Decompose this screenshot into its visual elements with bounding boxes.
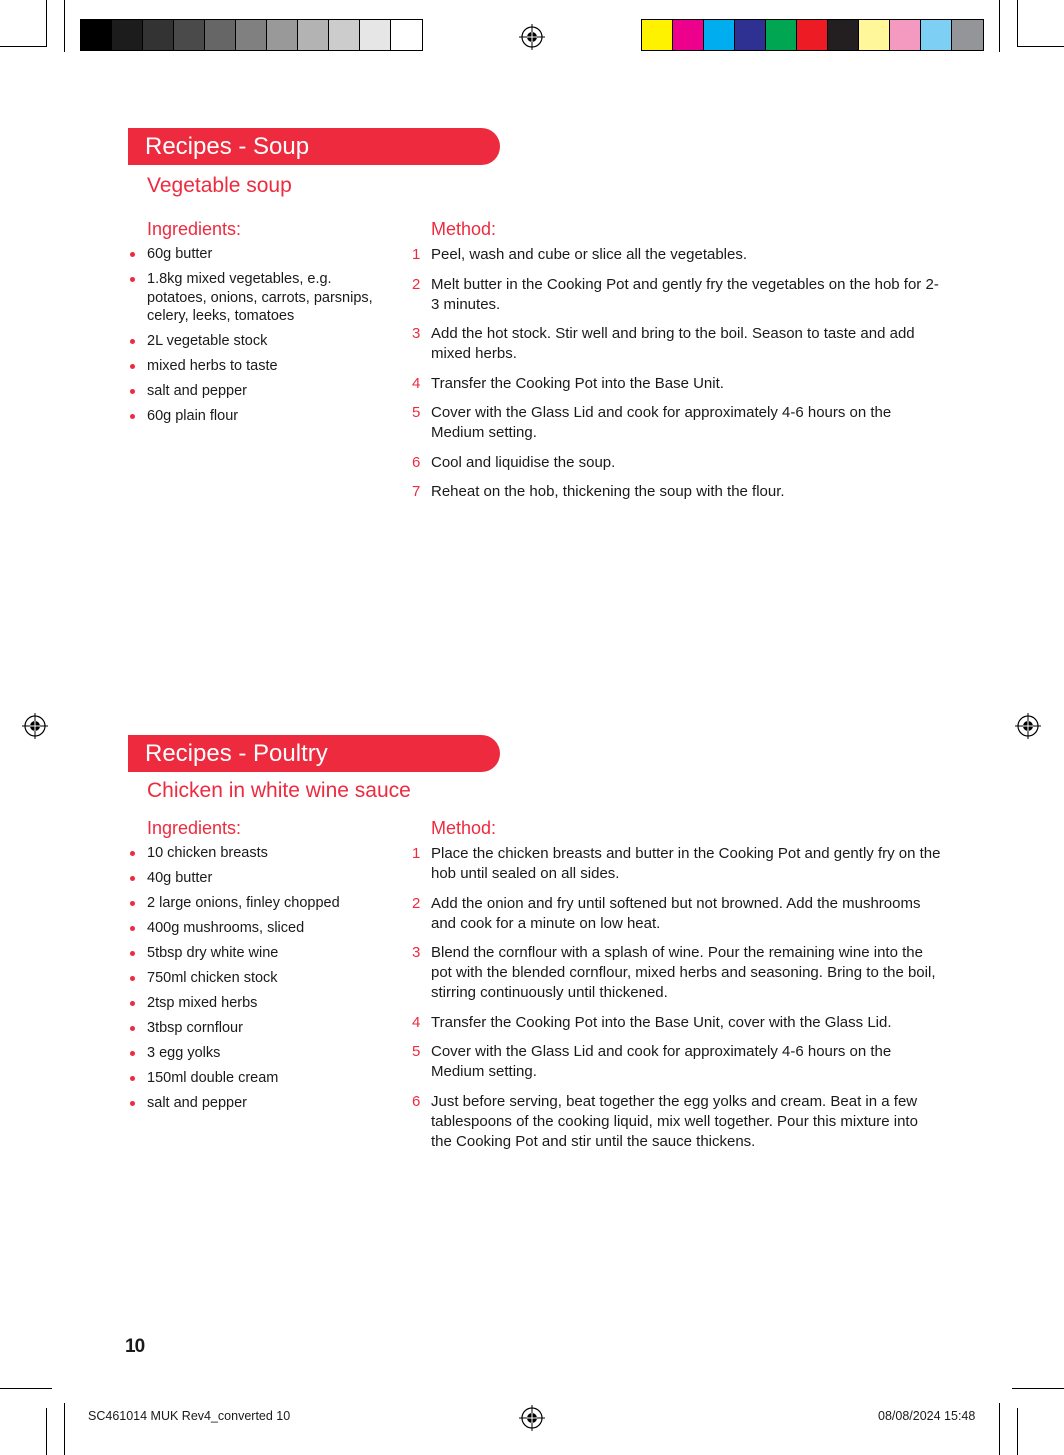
footer-file-info: SC461014 MUK Rev4_converted 10: [88, 1409, 291, 1423]
registration-mark-icon: [1015, 713, 1041, 739]
method-list: [412, 245, 941, 512]
step-text: Blend the cornflour with a splash of wine. Pour the remaining wine into the pot with the blended cornflour, mixed herbs and seasoning. Bring to the boil, stirring continuously until thickened.: [431, 944, 936, 1001]
ingredient-item: salt and pepper: [147, 382, 387, 401]
crop-mark: [46, 0, 47, 47]
section-banner-poultry: Recipes - Poultry: [128, 735, 500, 772]
ingredient-item: mixed herbs to taste: [147, 357, 387, 376]
ingredient-item: 60g plain flour: [147, 407, 387, 426]
ingredient-item: 400g mushrooms, sliced: [147, 919, 387, 938]
crop-mark: [0, 46, 47, 47]
footer-date-time: 08/08/2024 15:48: [878, 1409, 976, 1423]
crop-mark: [1012, 1388, 1064, 1389]
method-step: [412, 894, 941, 934]
page-number: 10: [125, 1336, 145, 1357]
method-step: [412, 403, 941, 443]
grey-swatch: [360, 20, 391, 50]
ingredient-item: 5tbsp dry white wine: [147, 944, 387, 963]
grey-swatch: [143, 20, 174, 50]
step-number: 2: [412, 894, 421, 912]
step-text: Reheat on the hob, thickening the soup with the flour.: [431, 483, 785, 500]
grey-swatch: [112, 20, 143, 50]
crop-mark: [1017, 46, 1064, 47]
colour-swatch: [859, 20, 890, 50]
method-step: [412, 1042, 941, 1082]
colour-swatch: [828, 20, 859, 50]
ingredient-item: 3 egg yolks: [147, 1044, 387, 1063]
greyscale-colour-bar: [80, 19, 423, 51]
cmyk-colour-bar: [641, 19, 984, 51]
grey-swatch: [236, 20, 267, 50]
ingredient-item: salt and pepper: [147, 1094, 387, 1113]
crop-mark: [999, 1403, 1000, 1455]
method-heading: Method:: [431, 818, 497, 838]
step-text: Transfer the Cooking Pot into the Base Unit, cover with the Glass Lid.: [431, 1013, 892, 1031]
step-number: 3: [412, 325, 421, 342]
method-step: [412, 844, 941, 884]
crop-mark: [1017, 0, 1018, 47]
ingredients-list: [147, 245, 387, 432]
step-text: Cover with the Glass Lid and cook for approximately 4-6 hours on the Medium setting.: [431, 1043, 892, 1080]
step-text: Peel, wash and cube or slice all the vegetables.: [431, 246, 748, 263]
ingredient-item: 750ml chicken stock: [147, 969, 387, 988]
ingredient-item: 2tsp mixed herbs: [147, 994, 387, 1013]
method-step: [412, 374, 941, 394]
colour-swatch: [642, 20, 673, 50]
step-text: Transfer the Cooking Pot into the Base Unit.: [431, 374, 724, 392]
grey-swatch: [267, 20, 298, 50]
step-text: Melt butter in the Cooking Pot and gently fry the vegetables on the hob for 2-3 minutes.: [431, 275, 939, 313]
step-number: 5: [412, 404, 421, 421]
step-number: 4: [412, 374, 421, 392]
step-number: 2: [412, 275, 421, 293]
crop-mark: [1017, 1408, 1018, 1455]
step-text: Just before serving, beat together the egg yolks and cream. Beat in a few tablespoons of the cooking liquid, mix well together. Pour this mixture into the Cooking Pot and stir until the sauce thickens.: [431, 1092, 918, 1150]
step-number: 6: [412, 453, 421, 471]
method-step: [412, 324, 941, 364]
section-banner-soup: Recipes - Soup: [128, 128, 500, 165]
ingredient-item: 2 large onions, finley chopped: [147, 894, 387, 913]
step-text: Cool and liquidise the soup.: [431, 453, 616, 471]
method-step: [412, 245, 941, 265]
ingredient-item: 3tbsp cornflour: [147, 1019, 387, 1038]
colour-swatch: [797, 20, 828, 50]
colour-swatch: [952, 20, 983, 50]
crop-mark: [64, 1403, 65, 1455]
ingredient-item: 150ml double cream: [147, 1069, 387, 1088]
crop-mark: [0, 1388, 52, 1389]
step-number: 1: [412, 246, 421, 263]
method-step: [412, 943, 941, 1003]
recipe-title-chicken: Chicken in white wine sauce: [147, 779, 411, 802]
grey-swatch: [298, 20, 329, 50]
method-step: [412, 1013, 941, 1033]
method-list: [412, 844, 941, 1161]
colour-swatch: [673, 20, 704, 50]
colour-swatch: [766, 20, 797, 50]
ingredient-item: 60g butter: [147, 245, 387, 264]
ingredients-heading: Ingredients:: [147, 219, 242, 239]
colour-swatch: [735, 20, 766, 50]
step-number: 3: [412, 944, 421, 961]
method-step: [412, 275, 941, 315]
step-text: Cover with the Glass Lid and cook for approximately 4-6 hours on the Medium setting.: [431, 404, 892, 441]
step-number: 4: [412, 1013, 421, 1031]
ingredients-heading: Ingredients:: [147, 818, 242, 838]
registration-mark-icon: [519, 1405, 545, 1431]
registration-mark-icon: [22, 713, 48, 739]
step-number: 5: [412, 1043, 421, 1060]
step-text: Add the onion and fry until softened but not browned. Add the mushrooms and cook for a minute on low heat.: [431, 894, 921, 932]
colour-swatch: [921, 20, 952, 50]
method-step: [412, 482, 941, 502]
step-text: Add the hot stock. Stir well and bring to the boil. Season to taste and add mixed herbs.: [431, 325, 915, 362]
crop-mark: [46, 1408, 47, 1455]
grey-swatch: [391, 20, 422, 50]
grey-swatch: [174, 20, 205, 50]
ingredient-item: 40g butter: [147, 869, 387, 888]
grey-swatch: [205, 20, 236, 50]
ingredient-item: 1.8kg mixed vegetables, e.g. potatoes, onions, carrots, parsnips, celery, leeks, tomatoes: [147, 270, 387, 326]
ingredient-item: 2L vegetable stock: [147, 332, 387, 351]
step-text: Place the chicken breasts and butter in the Cooking Pot and gently fry on the hob until sealed on all sides.: [431, 845, 941, 882]
crop-mark: [64, 0, 65, 52]
grey-swatch: [329, 20, 360, 50]
method-step: [412, 1092, 941, 1152]
colour-swatch: [890, 20, 921, 50]
step-number: 6: [412, 1092, 421, 1110]
recipe-title-vegetable-soup: Vegetable soup: [147, 174, 292, 197]
registration-mark-icon: [519, 24, 545, 50]
step-number: 1: [412, 845, 421, 862]
step-number: 7: [412, 483, 421, 500]
grey-swatch: [81, 20, 112, 50]
ingredient-item: 10 chicken breasts: [147, 844, 387, 863]
method-heading: Method:: [431, 219, 497, 239]
crop-mark: [999, 0, 1000, 52]
ingredients-list: [147, 844, 387, 1119]
method-step: [412, 453, 941, 473]
colour-swatch: [704, 20, 735, 50]
